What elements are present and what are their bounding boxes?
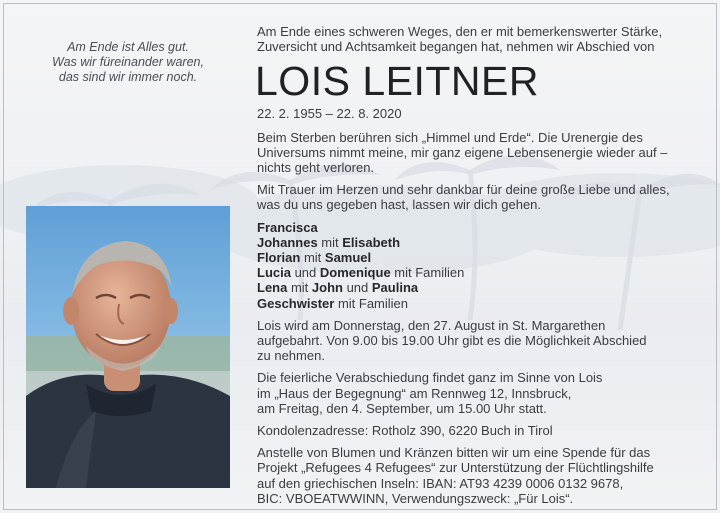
- text-line: Beim Sterben berühren sich „Himmel und Erde“. Die Urenergie des: [257, 129, 643, 145]
- condolence-address: [257, 423, 697, 438]
- mourner-row: [257, 250, 697, 265]
- mourner-row: [257, 265, 697, 280]
- text-line: zu nehmen.: [257, 348, 325, 364]
- paragraph-energy: [257, 130, 697, 176]
- mourner-row: [257, 235, 697, 250]
- text-line: BIC: VBOEATWWINN, Verwendungszweck: „Für Lois“.: [257, 490, 574, 506]
- mourners-list: [257, 220, 697, 311]
- mourner-name: Elisabeth: [342, 234, 401, 250]
- mourner-joiner: mit: [300, 250, 325, 266]
- text-line: auf den griechischen Inseln: IBAN: AT93 4239 0006 0132 9678,: [257, 475, 624, 491]
- life-dates: 22. 2. 1955 – 22. 8. 2020: [257, 106, 402, 122]
- mourner-joiner: mit: [317, 234, 343, 250]
- deceased-name: LOIS LEITNER: [255, 58, 539, 105]
- mourner-name: John: [311, 280, 343, 296]
- mourner-name: Domenique: [319, 265, 391, 281]
- text-line: nichts geht verloren.: [257, 160, 375, 176]
- mourner-name: Paulina: [371, 280, 419, 296]
- paragraph-donation: [257, 445, 697, 506]
- mourner-suffix: mit Familien: [334, 295, 409, 311]
- mourner-name: Lena: [257, 280, 288, 296]
- mourner-name: Lucia: [257, 265, 291, 281]
- mourner-joiner: und: [342, 280, 372, 296]
- text-line: Die feierliche Verabschiedung findet ganz im Sinne von Lois: [257, 370, 603, 386]
- motto-line: das sind wir immer noch.: [58, 70, 198, 84]
- text-line: Lois wird am Donnerstag, den 27. August in St. Margarethen: [257, 317, 606, 333]
- text-line: aufgebahrt. Von 9.00 bis 19.00 Uhr gibt es die Möglichkeit Abschied: [257, 333, 647, 349]
- intro-text: [257, 24, 697, 54]
- mourner-name: Francisca: [257, 219, 318, 235]
- intro-line: Am Ende eines schweren Weges, den er mit bemerkenswerter Stärke,: [257, 24, 663, 39]
- text-line: Anstelle von Blumen und Kränzen bitten wir um eine Spende für das: [257, 445, 651, 461]
- mourner-suffix: mit Familien: [390, 265, 465, 281]
- text-line: am Freitag, den 4. September, um 15.00 Uhr statt.: [257, 400, 547, 416]
- obituary-text: [257, 24, 697, 513]
- mourner-row: [257, 220, 697, 235]
- mourner-name: Florian: [257, 250, 301, 266]
- portrait-photo: [26, 206, 230, 488]
- text-line: Universums nimmt meine, mir ganz eigene Lebensenergie wieder auf –: [257, 144, 668, 160]
- motto-line: Was wir füreinander waren,: [52, 55, 204, 69]
- mourner-row: [257, 296, 697, 311]
- mourner-row: [257, 280, 697, 295]
- text-line: was du uns gegeben hast, lassen wir dich gehen.: [257, 197, 542, 213]
- mourner-name: Geschwister: [257, 295, 335, 311]
- portrait-illustration: [26, 206, 230, 488]
- text-line: Mit Trauer im Herzen und sehr dankbar für deine große Liebe und alles,: [257, 182, 670, 198]
- intro-line: Zuversicht und Achtsamkeit begangen hat, nehmen wir Abschied von: [257, 39, 655, 55]
- text-line: Projekt „Refugees 4 Refugees“ zur Unterstützung der Flüchtlingshilfe: [257, 460, 654, 476]
- mourner-name: Johannes: [257, 234, 318, 250]
- text-line: Kondolenzadresse: Rotholz 390, 6220 Buch in Tirol: [257, 423, 553, 439]
- motto-line: Am Ende ist Alles gut.: [67, 40, 189, 54]
- paragraph-viewing: [257, 318, 697, 364]
- mourner-joiner: mit: [287, 280, 312, 296]
- text-line: im „Haus der Begegnung“ am Rennweg 12, Innsbruck,: [257, 385, 572, 401]
- paragraph-gratitude: [257, 182, 697, 212]
- motto-quote: [30, 40, 226, 85]
- paragraph-farewell: [257, 370, 697, 416]
- mourner-joiner: und: [290, 265, 320, 281]
- mourner-name: Samuel: [324, 250, 372, 266]
